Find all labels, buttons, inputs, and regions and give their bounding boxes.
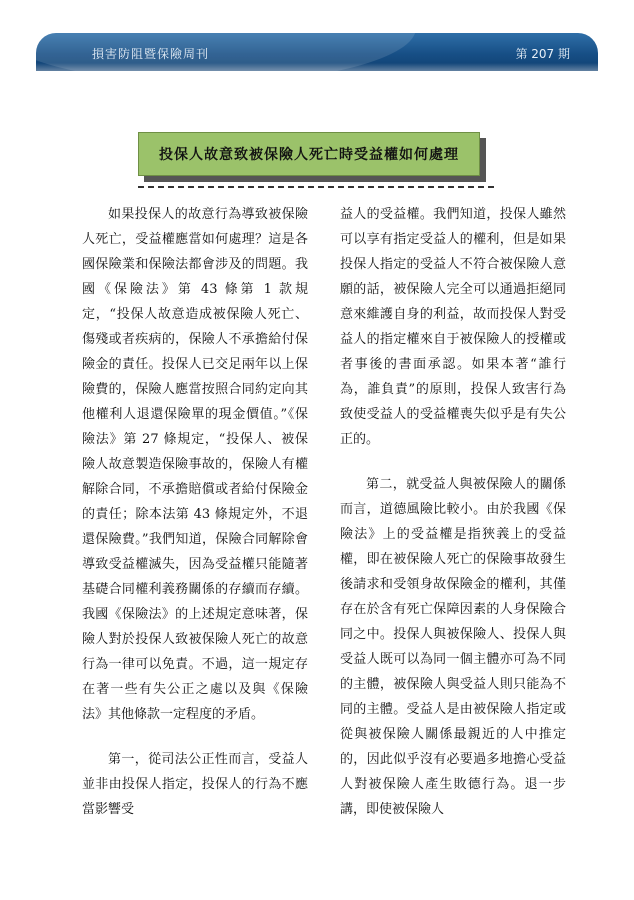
paragraph: 第二，就受益人與被保險人的關係而言，道德風險比較小。由於我國《保險法》上的受益權是指狹義上的受益權，即在被保險人死亡的保險事故發生後請求和受領身故保險金的權利，其僅存在於含有死亡保障因素的人身保險合同之中。投保人與被保險人、投保人與受益人既可以為同一個主體亦可為不同的主體，被保險人與受益人則只能為不同的主體。受益人是由被保險人指定或從與被保險人關係最親近的人中推定的，因此似乎沒有必要過多地擔心受益人對被保險人產生敗德行為。退一步講，即使被保險人 — [340, 477, 566, 817]
article-title-container — [138, 132, 494, 184]
paragraph: 益人的受益權。我們知道，投保人雖然可以享有指定受益人的權利，但是如果投保人指定的受益人不符合被保險人意願的話，被保險人完全可以通過拒絕同意來維護自身的利益，故而投保人對受益人的指定權來自于被保險人的授權或者事後的書面承認。如果本著“誰行為，誰負責”的原則，投保人致害行為致使受益人的受益權喪失似乎是有失公正的。 — [340, 207, 566, 447]
publication-name: 損害防阻暨保險周刊 — [92, 47, 210, 61]
title-divider — [138, 186, 494, 188]
paragraph: 第一，從司法公正性而言，受益人並非由投保人指定，投保人的行為不應當影響受 — [82, 752, 308, 817]
article-title: 投保人故意致被保險人死亡時受益權如何處理 — [138, 132, 480, 176]
issue-number: 第 207 期 — [515, 47, 570, 61]
page-header — [36, 33, 598, 71]
right-column — [340, 202, 566, 842]
left-column — [82, 202, 308, 842]
paragraph: 如果投保人的故意行為導致被保險人死亡，受益權應當如何處理？這是各國保險業和保險法都會涉及的問題。我國《保險法》第 43 條第 1 款規定，“投保人故意造成被保險人死亡、傷殘或者疾病的，保險人不承擔給付保險金的責任。投保人已交足兩年以上保險費的，保險人應當按照合同約定向其他權利人退還保險單的現金價值。”《保險法》第 27 條規定，“投保人、被保險人故意製造保險事故的，保險人有權解除合同，不承擔賠償或者給付保險金的責任；除本法第 43 條規定外，不退還保險費。”我們知道，保險合同解除會導致受益權滅失，因為受益權只能隨著基礎合同權利義務關係的存續而存續。我國《保險法》的上述規定意味著，保險人對於投保人致被保險人死亡的故意行為一律可以免責。不過，這一規定存在著一些有失公正之處以及與《保險法》其他條款一定程度的矛盾。 — [82, 207, 308, 722]
